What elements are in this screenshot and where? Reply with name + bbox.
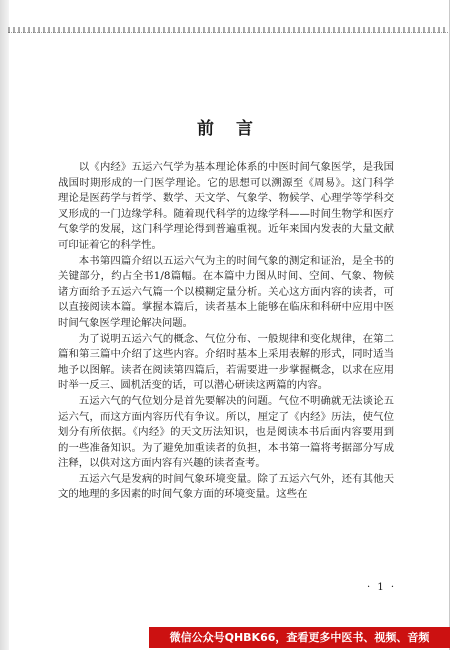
body-text — [58, 160, 394, 503]
scan-artifact-line — [8, 18, 448, 33]
page-title: 前言 — [197, 119, 275, 139]
paragraph-5: 五运六气是发病的时间气象环境变量。除了五运六气外，还有其他天文的地理的多因素的时间气象方面的环境变量。这些在 — [58, 472, 394, 501]
paragraph-2: 本书第四篇介绍以五运六气为主的时间气象的测定和证治，是全书的关键部分，约占全书1/8篇幅。在本篇中力图从时间、空间、气象、物候诸方面给予五运六气篇一个以模糊定量分析。关心这方面内容的读者，可以直接阅读本篇。掌握本篇后，读者基本上能够在临床和科研中应用中医时间气象医学理论解决问题。 — [58, 254, 394, 329]
paragraph-1: 以《内经》五运六气学为基本理论体系的中医时间气象医学，是我国战国时期形成的一门医学理论。它的思想可以溯源至《周易》。这门科学理论是医药学与哲学、数学、天文学、气象学、物候学、心理学等学科交叉形成的一门边缘学科。随着现代科学的边缘学科——时间生物学和医疗气象学的发展，这门科学理论得到普遍重视。近年来国内发表的大量文献可印证着它的科学性。 — [58, 161, 394, 251]
page-number: · 1 · — [367, 582, 397, 593]
paragraph-4: 五运六气的气位划分是首先要解决的问题。气位不明确就无法谈论五运六气，而这方面内容历代有争议。所以，厘定了《内经》历法，使气位划分有所依据。《内经》的天文历法知识，也是阅读本书后面内容要用到的一些准备知识。为了避免加重读者的负担，本书第一篇将考据部分写成注释，以供对这方面内容有兴趣的读者查考。 — [58, 394, 394, 470]
watermark-banner: 微信公众号QHBK66，查看更多中医书、视频、音频 — [149, 627, 450, 648]
paragraph-3: 为了说明五运六气的概念、气位分布、一般规律和变化规律，在第二篇和第三篇中介绍了这些内容。介绍时基本上采用表解的形式，同时适当地予以图解。读者在阅读第四篇后，若需要进一步掌握概念，以求在应用时举一反三、圆机活变的话，可以潜心研读这两篇的内容。 — [58, 332, 394, 392]
scan-edge — [0, 0, 9, 650]
